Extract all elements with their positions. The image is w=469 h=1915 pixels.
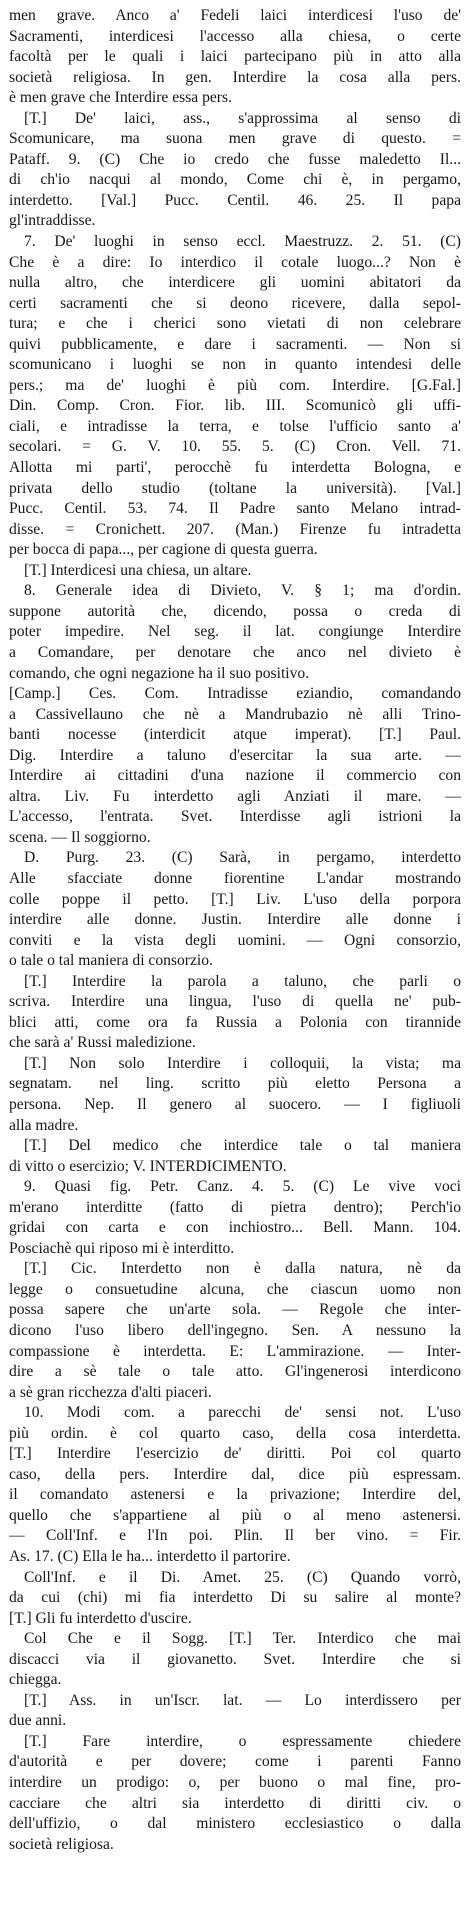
- text-line: per bocca di papa..., per cagione di questa guerra.: [9, 541, 318, 559]
- text-line: è men grave che Interdire essa pers.: [9, 89, 232, 107]
- text-line: banti nocesse (interdicit atque imperat). [T.] Paul.: [9, 726, 461, 744]
- text-line: pers.; ma de' luoghi è più com. Interdire. [G.Fal.]: [9, 376, 461, 394]
- text-line: alla madre.: [9, 1116, 79, 1134]
- text-line: cacciare che altri sia interdetto di diritti civ. o: [9, 1794, 461, 1812]
- text-line: scena. — Il soggiorno.: [9, 828, 151, 846]
- text-line: a Cassivellauno che nè a Mandrubazio nè alli Trino-: [9, 705, 461, 723]
- text-line: possa sapere che un'arte sola. — Regole che inter-: [9, 1301, 461, 1319]
- text-line: 7. De' luoghi in senso eccl. Maestruzz. 2. 51. (C): [24, 233, 461, 251]
- text-line: dicono l'uso libero dell'ingegno. Sen. A nessuno la: [9, 1322, 461, 1339]
- text-line: a Comandare, per denotare che anco nel divieto è: [9, 643, 461, 661]
- text-line: blici atti, come ora fa Russia a Polonia con tirannide: [9, 1013, 461, 1031]
- text-line: Coll'Inf. e il Di. Amet. 25. (C) Quando vorrò,: [24, 1568, 461, 1586]
- text-line: gl'intraddisse.: [9, 212, 96, 230]
- text-line: gridai con carta e con inchiostro... Bell. Mann. 104.: [9, 1219, 461, 1237]
- text-line: As. 17. (C) Ella le ha... interdetto il partorire.: [9, 1548, 291, 1566]
- text-line: poter impedire. Nel seg. il lat. congiunge Interdire: [9, 623, 461, 641]
- text-line: interdire alle donne. Justin. Interdire alle donne i: [9, 911, 461, 929]
- text-line: Che è a dire: Io interdico il cotale luogo...? Non è: [9, 253, 461, 271]
- text-line: Pucc. Centil. 53. 74. Il Padre santo Melano intrad-: [9, 500, 461, 518]
- text-line: altra. Liv. Fu interdetto agli Anziati il mare. —: [9, 787, 461, 805]
- text-line: [T.] Interdire la parola a taluno, che parli o: [24, 972, 461, 990]
- text-line: segnatam. nel ling. scritto più eletto Persona a: [9, 1075, 461, 1093]
- text-line: discacci via il giovanetto. Svet. Interdire che si: [9, 1650, 461, 1668]
- text-line: — Coll'Inf. e l'In poi. Plin. Il ber vino. = Fir.: [9, 1527, 461, 1545]
- text-line: persona. Nep. Il genero al suocero. — I figliuoli: [9, 1095, 461, 1113]
- text-line: Dig. Interdire a taluno d'esercitar la sua arte. —: [9, 746, 461, 764]
- text-line: Col Che e il Sogg. [T.] Ter. Interdico che mai: [24, 1630, 461, 1648]
- text-line: di vitto o esercizio; V. INTERDICIMENTO.: [9, 1157, 287, 1175]
- text-line: men grave. Anco a' Fedeli laici interdicesi l'uso de': [9, 7, 461, 24]
- text-line: [T.] Ass. in un'Iscr. lat. — Lo interdissero per: [24, 1691, 461, 1709]
- text-line: 10. Modi com. a parecchi de' sensi not. L'uso: [24, 1404, 461, 1422]
- text-line: Scomunicare, ma suona men grave di questo. =: [9, 130, 461, 148]
- text-line: L'accesso, l'entrata. Svet. Interdisse agli istrioni la: [9, 808, 461, 826]
- text-line: Interdire ai cittadini d'una nazione il commercio con: [9, 767, 461, 785]
- text-line: conviti e la vista degli uomini. — Ogni consorzio,: [9, 931, 461, 949]
- text-line: Posciachè qui riposo mi è interditto.: [9, 1239, 235, 1257]
- text-line: m'erano interditte (fatto di pietra dentro); Perch'io: [9, 1198, 461, 1216]
- text-line: 8. Generale idea di Divieto, V. § 1; ma d'ordin.: [24, 582, 461, 600]
- text-line: facoltà per le quali i laici partecipano più in atto alla: [9, 48, 461, 66]
- text-line: da cui (chi) mi fia interdetto Di su salire al monte?: [9, 1589, 461, 1607]
- text-line: quello che s'appartiene al più o al meno astenersi.: [9, 1506, 461, 1524]
- text-line: compassione è interdetta. E: L'ammirazione. — Inter-: [9, 1342, 461, 1360]
- text-line: due anni.: [9, 1712, 67, 1730]
- text-line: [T.] Interdicesi una chiesa, un altare.: [24, 561, 252, 579]
- text-line: [T.] Gli fu interdetto d'uscire.: [9, 1609, 192, 1627]
- text-line: disse. = Cronichett. 207. (Man.) Firenze fu intradetta: [9, 520, 461, 538]
- text-line: dell'uffizio, o dal ministero ecclesiastico o dalla: [9, 1815, 461, 1833]
- text-line: [T.] Del medico che interdice tale o tal maniera: [24, 1137, 461, 1155]
- text-line: Alle sfacciate donne fiorentine L'andar mostrando: [9, 869, 461, 887]
- text-line: società religiosa. In gen. Interdire la cosa alla pers.: [9, 68, 461, 86]
- text-line: caso, della pers. Interdire dal, dice più espressam.: [9, 1465, 461, 1483]
- text-line: legge o consuetudine alcuna, che ciascun uomo non: [9, 1280, 461, 1298]
- text-line: dire a sè tale o tale atto. Gl'ingenerosi interdicono: [9, 1363, 461, 1381]
- text-line: a sè gran ricchezza d'alti piaceri.: [9, 1383, 212, 1401]
- text-line: certi sacramenti che si deono ricevere, dalla sepol-: [9, 294, 461, 312]
- text-line: [T.] Non solo Interdire i colloquii, la vista; ma: [24, 1054, 461, 1072]
- text-line: Sacramenti, interdicesi l'accesso alla chiesa, o certe: [9, 27, 461, 45]
- text-line: o tale o tal maniera di consorzio.: [9, 952, 213, 970]
- text-line: il comandato astenersi e la privazione; Interdire del,: [9, 1486, 461, 1504]
- text-line: colle poppe il petto. [T.] Liv. L'uso della porpora: [9, 890, 461, 908]
- text-line: scomunicano i luoghi se non in quanto intendesi delle: [9, 356, 461, 374]
- text-line: società religiosa.: [9, 1835, 114, 1853]
- text-line: tura; e che i cherici sono vietati di non celebrare: [9, 315, 461, 333]
- text-line: di ch'io nacqui al mondo, Come chi è, in pergamo,: [9, 171, 461, 189]
- text-line: [T.] Cic. Interdetto non è dalla natura, nè da: [24, 1260, 461, 1278]
- text-column: [9, 6, 461, 1855]
- text-line: [T.] Fare interdire, o espressamente chiedere: [24, 1732, 461, 1750]
- text-line: Allotta mi parti', perocchè fu interdetta Bologna, e: [9, 459, 461, 477]
- text-line: più ordin. è col quarto caso, della cosa interdetta.: [9, 1424, 461, 1442]
- text-line: chiegga.: [9, 1671, 62, 1689]
- text-line: [Camp.] Ces. Com. Intradisse eziandio, comandando: [9, 685, 461, 703]
- text-line: [T.] Interdire l'esercizio de' diritti. Poi col quarto: [9, 1445, 461, 1463]
- text-line: privata dello studio (toltane la università). [Val.]: [9, 479, 461, 497]
- text-line: d'autorità e per dovere; come i parenti Fanno: [9, 1753, 461, 1771]
- text-line: comando, che ogni negazione ha il suo positivo.: [9, 664, 310, 682]
- text-line: 9. Quasi fig. Petr. Canz. 4. 5. (C) Le vive voci: [24, 1178, 461, 1196]
- text-line: quivi pubblicamente, e dare i sacramenti. — Non si: [9, 335, 461, 353]
- text-line: suppone autorità che, dicendo, possa o creda di: [9, 602, 461, 620]
- text-line: [T.] De' laici, ass., s'approssima al senso di: [24, 109, 461, 127]
- text-line: che sarà a' Russi maledizione.: [9, 1034, 196, 1052]
- text-line: scriva. Interdire una lingua, l'uso di quella ne' pub-: [9, 993, 461, 1011]
- text-line: interdire un prodigo: o, per buono o mal fine, pro-: [9, 1774, 461, 1792]
- text-line: nulla altro, che interdicere gli uomini abitatori da: [9, 274, 461, 292]
- text-line: Din. Comp. Cron. Fior. lib. III. Scomunicò gli uffi-: [9, 397, 461, 415]
- text-line: secolari. = G. V. 10. 55. 5. (C) Cron. Vell. 71.: [9, 438, 461, 456]
- text-line: D. Purg. 23. (C) Sarà, in pergamo, interdetto: [24, 849, 461, 867]
- text-line: interdetto. [Val.] Pucc. Centil. 46. 25. Il papa: [9, 191, 461, 209]
- text-line: ciali, e intradisse la terra, e tolse l'ufficio santo a': [9, 417, 461, 435]
- text-line: Pataff. 9. (C) Che io credo che fusse maledetto Il...: [9, 150, 461, 168]
